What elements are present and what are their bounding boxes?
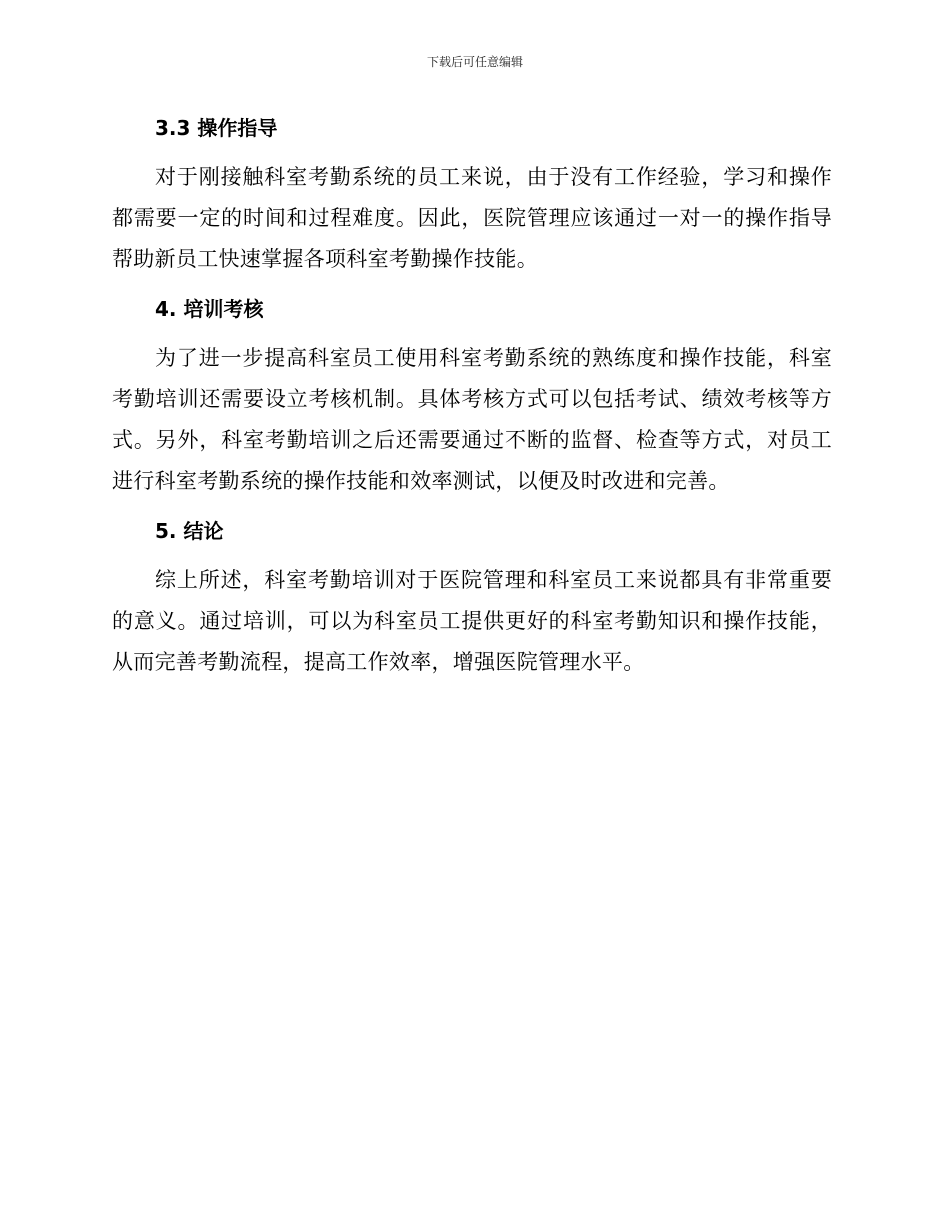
document-body xyxy=(112,110,832,683)
section-heading-operation-guide: 3.3 操作指导 xyxy=(155,116,278,140)
section-paragraph-conclusion: 综上所述，科室考勤培训对于医院管理和科室员工来说都具有非常重要的意义。通过培训，可以为科室员工提供更好的科室考勤知识和操作技能，从而完善考勤流程，提高工作效率，增强医院管理水平。 xyxy=(112,568,832,674)
page-header-note: 下载后可任意编辑 xyxy=(426,55,523,69)
section-paragraph-training-assessment: 为了进一步提高科室员工使用科室考勤系统的熟练度和操作技能，科室考勤培训还需要设立考核机制。具体考核方式可以包括考试、绩效考核等方式。另外，科室考勤培训之后还需要通过不断的监督、检查等方式，对员工进行科室考勤系统的操作技能和效率测试，以便及时改进和完善。 xyxy=(112,346,832,493)
section-paragraph-operation-guide: 对于刚接触科室考勤系统的员工来说，由于没有工作经验，学习和操作都需要一定的时间和过程难度。因此，医院管理应该通过一对一的操作指导帮助新员工快速掌握各项科室考勤操作技能。 xyxy=(112,165,832,271)
section-heading-conclusion: 5. 结论 xyxy=(155,519,224,543)
section-heading-training-assessment: 4. 培训考核 xyxy=(155,297,264,321)
